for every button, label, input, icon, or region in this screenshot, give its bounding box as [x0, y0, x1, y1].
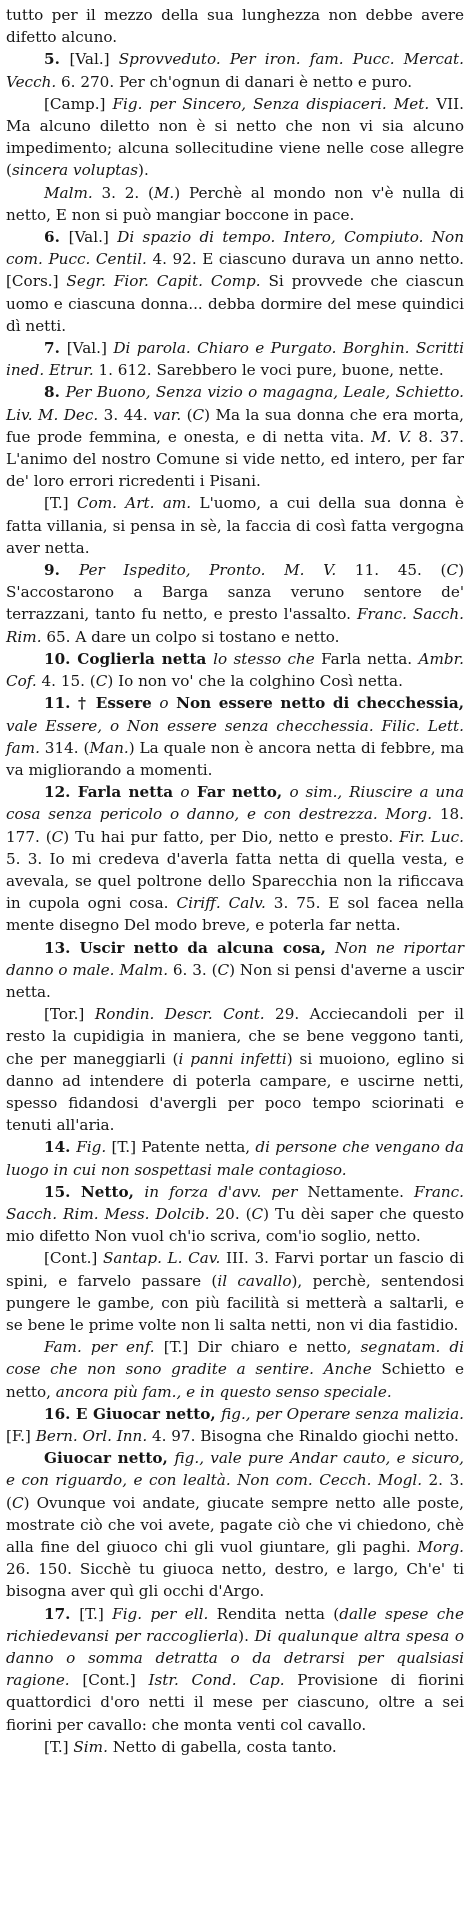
- entry-text-run: 65. A dare un colpo si tostano e netto.: [41, 627, 340, 646]
- entry-text-run: L'uomo, a cui della sua donna è fatta villania, si pensa in sè, la faccia di così fatta vergogna aver netta.: [6, 494, 465, 557]
- entry-text-run: lo stesso che: [213, 649, 315, 668]
- entry-text-run: ).: [138, 161, 149, 180]
- entry-text-run: Per Ispedito, Pronto. M. V.: [78, 561, 337, 580]
- entry-text-run: C: [446, 561, 459, 580]
- entry-text-run: 10. Coglierla netta: [44, 649, 214, 668]
- entry-text-run: 3. 75. E sol facea nella mente disegno Del modo breve, e poterla far netta.: [6, 894, 464, 935]
- entry-text-run: Franc. Sacch. Rim. Mess. Dolcib.: [6, 1182, 464, 1223]
- entry-text-run: M.: [153, 183, 175, 202]
- entry-paragraph-s13b: [6, 1003, 464, 1136]
- entry-text-run: [Val.]: [66, 339, 114, 358]
- entry-text-run: M. V.: [371, 427, 412, 446]
- entry-text-run: [Cont.]: [69, 1671, 149, 1690]
- entry-text-run: [T.]: [79, 1604, 113, 1623]
- entry-text-run: ) La quale non è ancora netta di febbre, ma va migliorando a momenti.: [6, 738, 464, 779]
- entry-text-run: C: [217, 960, 230, 979]
- entry-text-run: Farla netta.: [314, 649, 419, 668]
- entry-paragraph-s8b: [6, 492, 464, 559]
- entry-text-run: Non ne riportar danno o male. Malm.: [6, 938, 464, 979]
- entry-text-run: Fig. per Sincero, Senza dispiaceri. Met.: [112, 94, 430, 113]
- entry-text-run: o: [159, 694, 169, 713]
- entry-paragraph-s5c: [6, 182, 464, 226]
- entry-text-run: Si provvede che ciascun uomo e ciascuna donna... debba dormire del mese quindici dì netti.: [6, 272, 464, 335]
- entry-text-run: [Val.]: [68, 228, 118, 247]
- entry-text-run: [T.] Patente netta,: [106, 1138, 256, 1157]
- entry-text-run: Netto di gabella, costa tanto.: [107, 1737, 337, 1756]
- entry-text-run: 13. Uscir netto da alcuna cosa,: [44, 938, 336, 957]
- entry-paragraph-s15c: [6, 1336, 464, 1403]
- entry-text-run: 6.: [44, 228, 69, 247]
- entry-text-run: ) Tu hai pur fatto, per Dio, netto e presto.: [63, 827, 400, 846]
- entry-text-run: C: [251, 1204, 264, 1223]
- entry-text-run: Morg.: [417, 1538, 464, 1557]
- entry-text-run: Ambr. Cof.: [6, 649, 464, 691]
- entry-text-run: C: [192, 405, 205, 424]
- entry-text-run: Sprovveduto. Per iron. fam. Pucc. Mercat. Vecch.: [6, 50, 464, 91]
- entry-text-run: in forza d'avv. per: [144, 1182, 298, 1201]
- entry-paragraph-s12: [6, 781, 464, 936]
- entry-text-run: 3. 2. (: [92, 183, 154, 202]
- entry-text-run: Malm.: [44, 183, 93, 202]
- entry-text-run: Non essere netto di checchessia,: [168, 694, 464, 713]
- entry-text-run: 17.: [44, 1604, 80, 1623]
- entry-text-run: [Cont.]: [44, 1249, 103, 1268]
- entry-text-run: Giuocar netto,: [44, 1449, 175, 1468]
- entry-paragraph-s5b: [6, 93, 464, 182]
- entry-text-run: C: [11, 1493, 24, 1512]
- entry-text-run: Di spazio di tempo. Intero, Compiuto. Non com. Pucc. Centil.: [6, 228, 464, 269]
- entry-text-run: vale Essere, o Non essere senza checchessia. Filic. Lett. fam.: [6, 716, 464, 757]
- entry-text-run: ancora più fam., e in questo senso speciale.: [55, 1382, 392, 1401]
- entry-text-run: il cavallo: [217, 1271, 292, 1290]
- entry-paragraph-s5: [6, 48, 464, 92]
- entry-text-run: dalle spese che richiedevansi per raccoglierla: [6, 1604, 464, 1645]
- entry-text-run: 14.: [44, 1138, 77, 1157]
- entry-text-run: 5.: [44, 50, 70, 69]
- entry-text-run: 26. 150. Sicchè tu giuoca netto, destro, e largo, Ch'e' ti bisogna aver quì gli occhi d'Argo.: [6, 1560, 464, 1601]
- entry-paragraph-s17b: [6, 1736, 464, 1758]
- entry-text-run: ) Ovunque voi andate, giucate sempre netto alle poste, mostrate ciò che voi avete, pagate ciò che vi chiedono, chè alla fine del giuoco chi gli vuol giuntare, gli paghi.: [6, 1493, 464, 1557]
- entry-text-run: i panni infetti: [178, 1049, 287, 1068]
- entry-text-run: di persone che vengano da luogo in cui non sospettasi male contagioso.: [6, 1138, 464, 1179]
- entry-paragraph-s11: [6, 692, 464, 781]
- entry-text-run: Fig. per ell.: [112, 1604, 209, 1623]
- entry-text-run: Fam. per enf.: [44, 1338, 155, 1357]
- entry-text-run: [T.]: [44, 494, 77, 513]
- entry-text-run: Fig.: [76, 1138, 107, 1157]
- entry-text-run: 4. 92. E ciascuno durava un anno netto. [Cors.]: [6, 250, 464, 291]
- entry-text-run: [Val.]: [69, 50, 119, 69]
- entry-text-run: 6. 270. Per ch'ognun di danari è netto e puro.: [56, 72, 413, 91]
- entry-text-run: Ciriff. Calv.: [176, 894, 266, 913]
- entry-text-run: Di qualunque altra spesa o danno o somma detratta o da detrarsi per qualsiasi ragione.: [6, 1626, 464, 1690]
- entry-text-run: VII. Ma alcuno diletto non è si netto che non vi sia alcuno impedimento; alcuna sollecitudine viene nelle cose allegre (: [6, 94, 464, 180]
- entry-text-run: segnatam. di cose che non sono gradite a sentire. Anche: [6, 1338, 464, 1379]
- entry-paragraph-s14: [6, 1136, 464, 1180]
- entry-text-run: ) Non si pensi d'averne a uscir netta.: [6, 960, 465, 1001]
- entry-text-run: 4. 97. Bisogna che Rinaldo giochi netto.: [147, 1427, 459, 1445]
- entry-text-run: 9.: [44, 561, 79, 580]
- entry-text-run: sincera voluptas: [11, 161, 139, 180]
- entry-paragraph-s7: [6, 337, 464, 381]
- entry-text-run: 7.: [44, 339, 67, 358]
- entry-text-run: Far netto,: [189, 783, 290, 802]
- entry-paragraph-s17: [6, 1603, 464, 1736]
- entry-text-run: 20. (: [209, 1204, 252, 1223]
- entry-text-run: [Tor.]: [44, 1005, 95, 1024]
- entry-text-run: Per Buono, Senza vizio o magagna, Leale, Schietto. Liv. M. Dec.: [6, 383, 464, 424]
- entry-paragraph-s15b: [6, 1247, 464, 1336]
- entry-text-run: ) Ma la sua donna che era morta, fue prode femmina, e onesta, e di netta vita.: [6, 405, 464, 446]
- entry-paragraph-s16b: [6, 1447, 464, 1602]
- entry-text-run: fig., per Operare senza malizia.: [221, 1404, 464, 1423]
- entry-text-run: 6. 3. (: [168, 960, 218, 979]
- entry-text-run: 29. Acciecandoli per il resto la cupidigia in maniera, che se bene veggono tanti, che per maneggiarli (: [6, 1005, 464, 1068]
- entry-text-run: 1. 612. Sarebbero le voci pure, buone, nette.: [93, 361, 444, 380]
- entry-text-run: Schietto e netto,: [6, 1360, 464, 1401]
- entry-text-run: fig., vale pure Andar cauto, e sicuro, e con riguardo, e con lealtà. Non com. Cecch. Mogl.: [6, 1449, 464, 1490]
- entry-text-run: [Camp.]: [44, 94, 113, 113]
- entry-text-run: Sim.: [73, 1737, 108, 1756]
- entry-text-run: 3. 44.: [98, 405, 154, 424]
- entry-text-run: ) Perchè al mondo non v'è nulla di netto, E non si può mangiar boccone in pace.: [6, 183, 464, 224]
- entry-text-run: Man.: [89, 738, 129, 757]
- entry-text-run: 18. 177. (: [6, 805, 464, 846]
- entry-text-run: Franc. Sacch. Rim.: [6, 605, 464, 646]
- entry-text-run: [F.]: [6, 1427, 36, 1445]
- entry-text-run: 2. 3. (: [6, 1471, 464, 1512]
- entry-paragraph-s15: [6, 1181, 464, 1248]
- entry-text-run: 16. E Giuocar netto,: [44, 1404, 222, 1423]
- entry-text-run: (: [181, 405, 193, 424]
- entry-text-run: C: [95, 672, 108, 691]
- entry-text-run: Segr. Fior. Capit. Comp.: [66, 272, 261, 291]
- entry-text-run: o sim., Riuscire a una cosa senza pericolo o danno, e con destrezza. Morg.: [6, 783, 465, 824]
- entry-text-run: Provisione di fiorini quattordici d'oro netti il mese per ciascuno, oltre a sei fiorini per cavallo: che monta venti col cavallo.: [6, 1671, 465, 1734]
- entry-text-run: 12. Farla netta: [44, 783, 181, 802]
- entry-text-run: [T.] Dir chiaro e netto,: [154, 1338, 361, 1357]
- entry-text-run: ), perchè, sentendosi pungere le gambe, con più facilità si metterà a saltarli, e se bene le prime volte non li salta netti, non vi dia fastidio.: [6, 1271, 464, 1334]
- entry-text-run: III. 3. Farvi portar un fascio di spini, e farvelo passare (: [6, 1249, 465, 1290]
- entry-paragraph-s13: [6, 937, 464, 1004]
- entry-text-run: ).: [238, 1626, 255, 1645]
- entry-text-run: Nettamente.: [297, 1182, 415, 1201]
- entry-paragraph-s16: [6, 1403, 464, 1447]
- entry-text-run: ) S'accostarono a Barga sanza veruno sentore de' terrazzani, tanto fu netto, e presto l'assalto.: [6, 561, 464, 624]
- entry-text-run: Di parola. Chiaro e Purgato. Borghin. Scritti ined. Etrur.: [6, 339, 464, 380]
- entry-text-run: var.: [153, 405, 182, 424]
- entry-text-run: ) Io non vo' che la colghino Così netta.: [107, 672, 403, 691]
- entry-text-run: 8.: [44, 383, 66, 402]
- entry-paragraph-intro: [6, 4, 464, 48]
- entry-text-run: 11. † Essere: [44, 694, 160, 713]
- entry-text-run: 4. 15. (: [36, 672, 96, 691]
- entry-paragraph-s8: [6, 381, 464, 492]
- entry-text-run: Com. Art. am.: [76, 494, 192, 513]
- entry-text-run: Rendita netta (: [208, 1604, 340, 1623]
- entry-text-run: ) si muoiono, eglino si danno ad intendere di poterla campare, e uscirne netti, spesso fidandosi d'avergli per poco tempo sciorinati e tenuti all'aria.: [6, 1049, 465, 1135]
- entry-paragraph-s9: [6, 559, 464, 648]
- entry-text-run: Bern. Orl. Inn.: [35, 1427, 148, 1445]
- entry-text-run: 15. Netto,: [44, 1182, 145, 1201]
- entry-text-run: C: [51, 827, 64, 846]
- entry-text-run: [T.]: [44, 1737, 74, 1756]
- entry-text-run: 8. 37. L'animo del nostro Comune si vide netto, ed intero, per far de' loro errori ricredenti i Pisani.: [6, 427, 464, 491]
- entry-text-run: Istr. Cond. Cap.: [148, 1671, 285, 1690]
- entry-text-run: tutto per il mezzo della sua lunghezza non debbe avere difetto alcuno.: [6, 6, 464, 47]
- entry-text-run: 5. 3. Io mi credeva d'averla fatta netta di quella vesta, e avevala, se quel poltrone dello Sparecchia non la rificcava in cupola ogni cosa.: [6, 849, 464, 913]
- entry-paragraph-s6: [6, 226, 464, 337]
- entry-text-run: Fir. Luc.: [399, 827, 465, 846]
- entry-text-run: Santap. L. Cav.: [102, 1249, 221, 1268]
- entry-paragraph-s10: [6, 648, 464, 692]
- entry-text-run: Rondin. Descr. Cont.: [94, 1005, 265, 1024]
- entry-text-run: 11. 45. (: [336, 561, 447, 580]
- entry-text-run: ) Tu dèi saper che questo mio difetto Non vuol ch'io scriva, com'io soglio, netto.: [6, 1204, 464, 1246]
- entry-text-run: 314. (: [39, 738, 90, 757]
- entry-text-run: o: [180, 783, 190, 802]
